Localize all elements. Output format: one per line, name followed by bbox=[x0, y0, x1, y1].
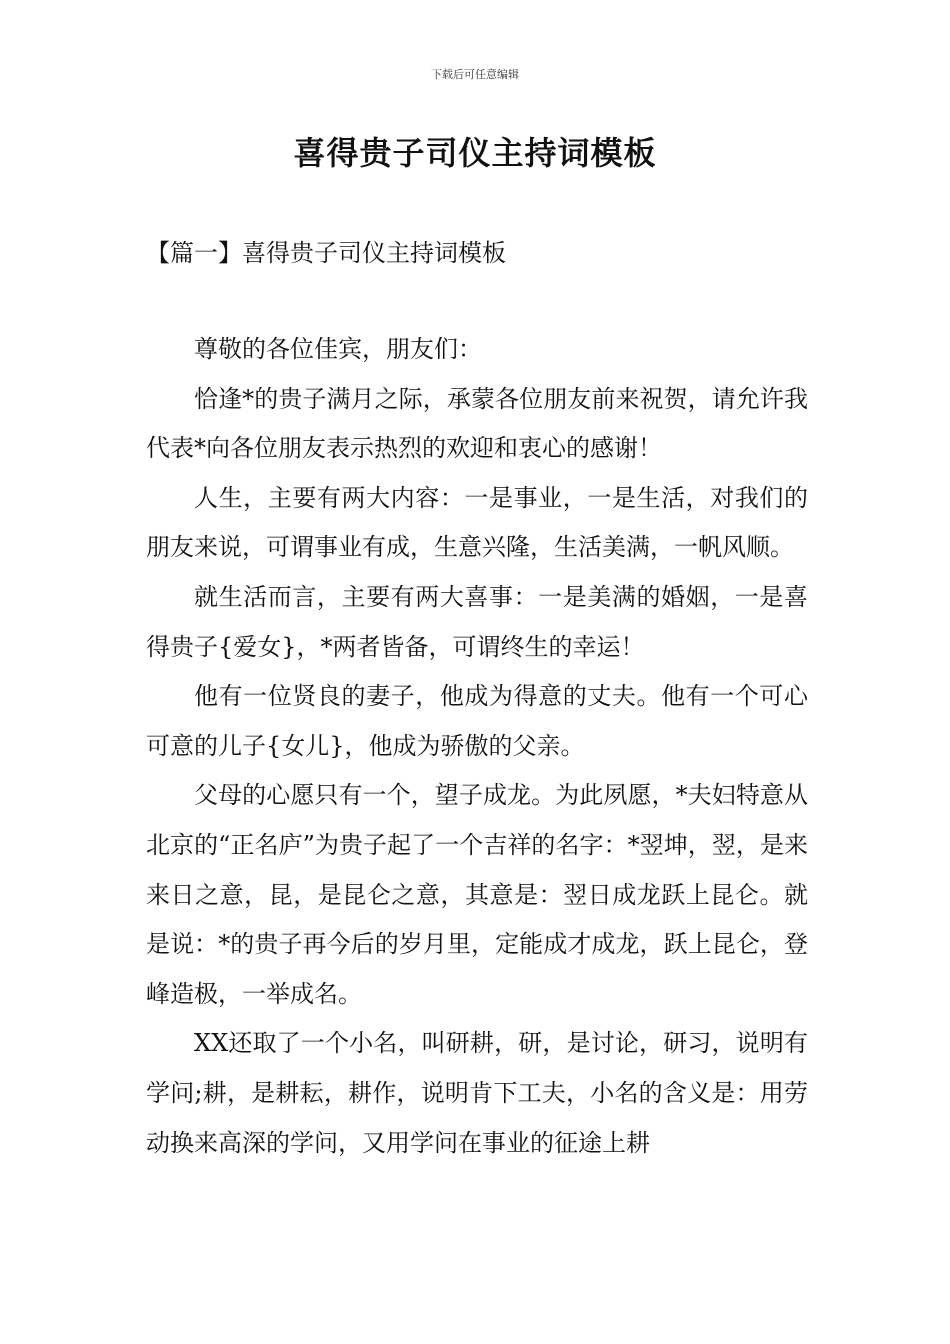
section-heading: 【篇一】喜得贵子司仪主持词模板 bbox=[146, 239, 506, 267]
paragraph: XX还取了一个小名，叫研耕，研，是讨论，研习，说明有学问;耕，是耕耘，耕作，说明肯下工夫，小名的含义是：用劳动换来高深的学问，又用学问在事业的征途上耕 bbox=[146, 1029, 808, 1157]
paragraph: 他有一位贤良的妻子，他成为得意的丈夫。他有一个可心可意的儿子{女儿}，他成为骄傲的父亲。 bbox=[146, 682, 808, 760]
paragraph: 恰逢*的贵子满月之际，承蒙各位朋友前来祝贺，请允许我代表*向各位朋友表示热烈的欢迎和衷心的感谢！ bbox=[146, 384, 808, 463]
document-title: 喜得贵子司仪主持词模板 bbox=[293, 134, 657, 172]
paragraph: 人生，主要有两大内容：一是事业，一是生活，对我们的朋友来说，可谓事业有成，生意兴隆，生活美满，一帆风顺。 bbox=[146, 483, 808, 562]
body-text bbox=[146, 325, 808, 1168]
paragraph: 就生活而言，主要有两大喜事：一是美满的婚姻，一是喜得贵子{爱女}，*两者皆备，可谓终生的幸运！ bbox=[146, 582, 808, 661]
paragraph: 尊敬的各位佳宾，朋友们： bbox=[194, 335, 482, 363]
header-note: 下载后可任意编辑 bbox=[431, 68, 519, 81]
paragraph: 父母的心愿只有一个，望子成龙。为此夙愿，*夫妇特意从北京的“正名庐”为贵子起了一个吉祥的名字：*翌坤，翌，是来来日之意，昆，是昆仑之意，其意是：翌日成龙跃上昆仑。就是说：*的贵子再今后的岁月里，定能成才成龙，跃上昆仑，登峰造极，一举成名。 bbox=[146, 781, 808, 1008]
